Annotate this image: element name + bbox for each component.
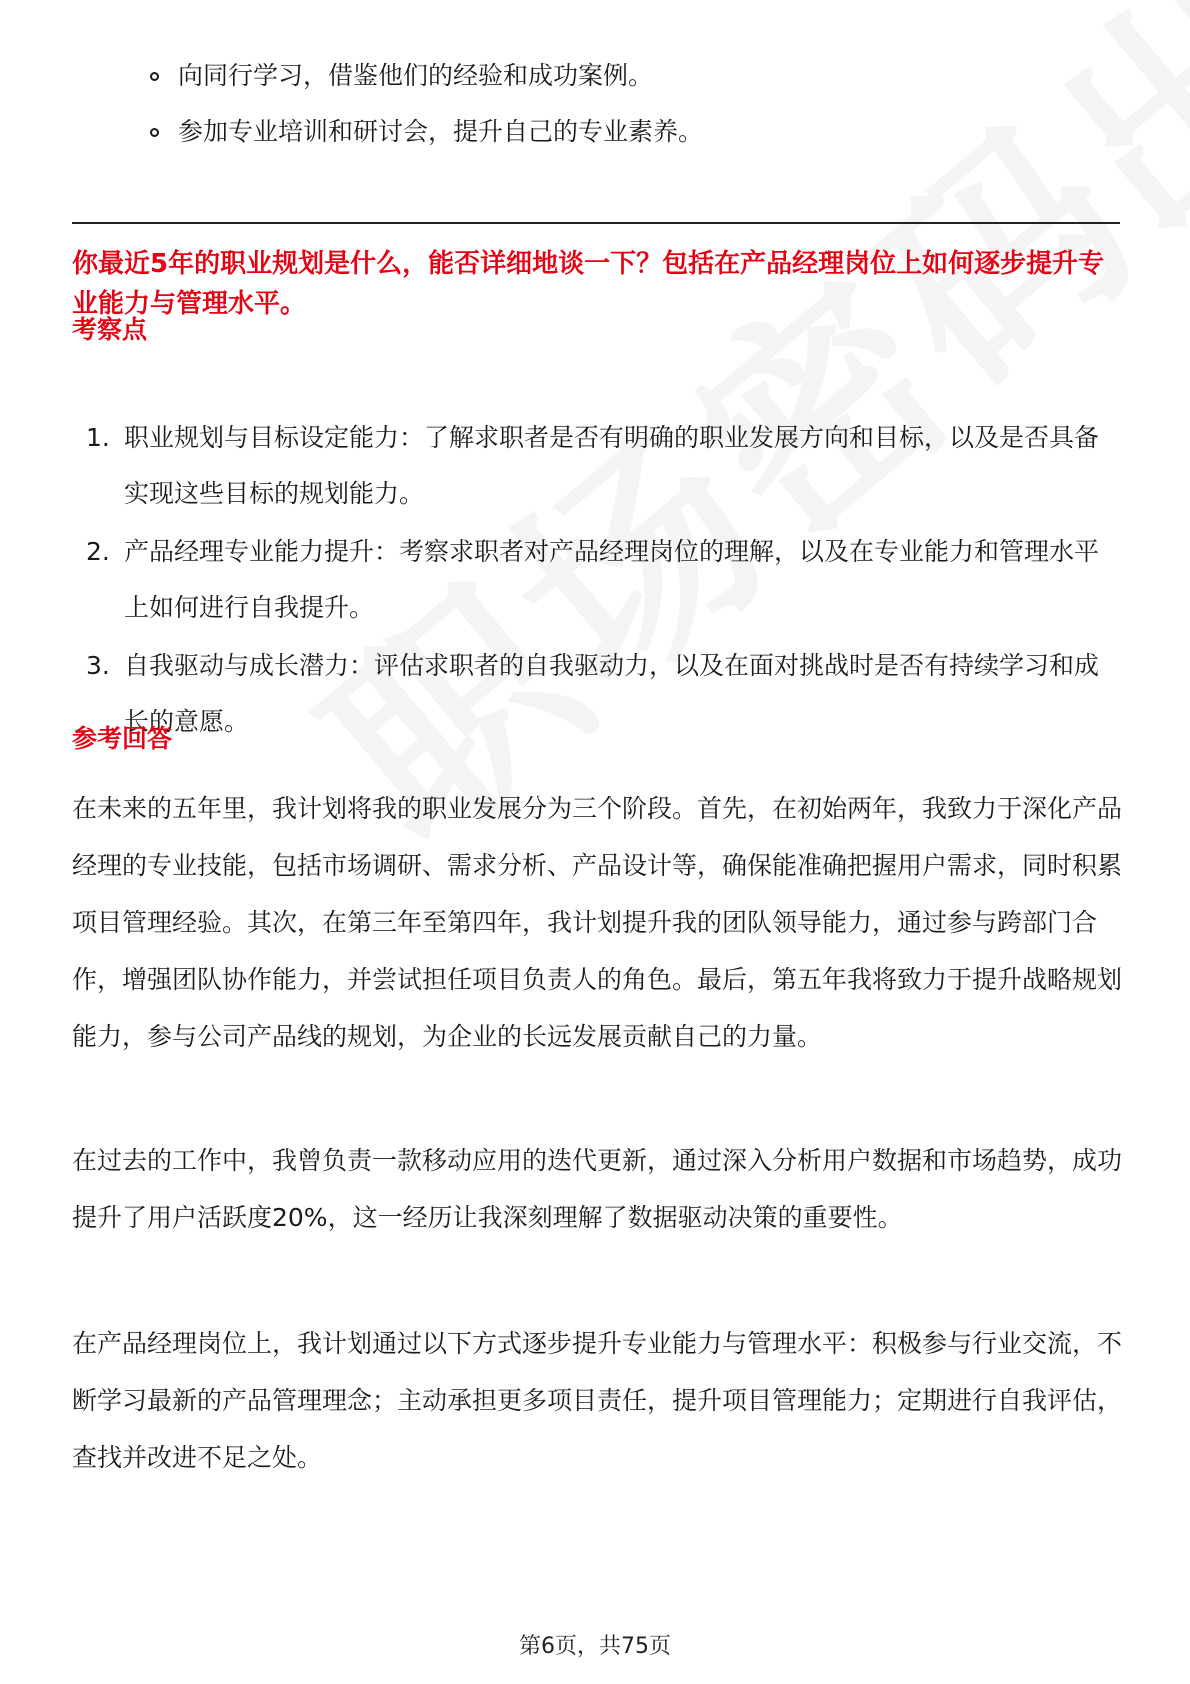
- answer-paragraph: 在未来的五年里，我计划将我的职业发展分为三个阶段。首先，在初始两年，我致力于深化产品经理的专业技能，包括市场调研、需求分析、产品设计等，确保能准确把握用户需求，同时积累项目管理经验。其次，在第三年至第四年，我计划提升我的团队领导能力，通过参与跨部门合作，增强团队协作能力，并尝试担任项目负责人的角色。最后，第五年我将致力于提升战略规划能力，参与公司产品线的规划，为企业的长远发展贡献自己的力量。: [72, 794, 1123, 1051]
- bullet-text: 向同行学习，借鉴他们的经验和成功案例。: [178, 61, 654, 90]
- answer-paragraph: 在过去的工作中，我曾负责一款移动应用的迭代更新，通过深入分析用户数据和市场趋势，成功提升了用户活跃度20%，这一经历让我深刻理解了数据驱动决策的重要性。: [72, 1146, 1123, 1232]
- interview-question: 你最近5年的职业规划是什么，能否详细地谈一下？包括在产品经理岗位上如何逐步提升专业能力与管理水平。: [72, 249, 1105, 319]
- hollow-bullet-icon: [150, 72, 159, 81]
- hollow-bullet-icon: [150, 128, 159, 137]
- exam-points-list: [72, 410, 1122, 752]
- list-item: [72, 638, 1122, 750]
- item-number: 1.: [86, 423, 110, 452]
- item-number: 2.: [86, 537, 110, 566]
- page-number: 第6页，共75页: [519, 1634, 671, 1659]
- list-item: [72, 524, 1122, 636]
- item-number: 3.: [86, 651, 110, 680]
- item-text: 职业规划与目标设定能力：了解求职者是否有明确的职业发展方向和目标，以及是否具备实现这些目标的规划能力。: [124, 423, 1100, 508]
- answer-heading: 参考回答: [72, 724, 173, 753]
- section-divider: [72, 222, 1120, 224]
- list-item: [72, 410, 1122, 522]
- exam-points-heading: 考察点: [72, 315, 148, 344]
- list-item: [148, 114, 1108, 150]
- answer-paragraph: 在产品经理岗位上，我计划通过以下方式逐步提升专业能力与管理水平：积极参与行业交流，不断学习最新的产品管理理念；主动承担更多项目责任，提升项目管理能力；定期进行自我评估，查找并改进不足之处。: [72, 1329, 1123, 1472]
- list-item: [148, 58, 1108, 94]
- top-bullet-list: [148, 58, 1108, 170]
- item-text: 产品经理专业能力提升：考察求职者对产品经理岗位的理解，以及在专业能力和管理水平上如何进行自我提升。: [124, 537, 1100, 622]
- item-text: 自我驱动与成长潜力：评估求职者的自我驱动力，以及在面对挑战时是否有持续学习和成长的意愿。: [124, 651, 1100, 736]
- bullet-text: 参加专业培训和研讨会，提升自己的专业素养。: [178, 117, 704, 146]
